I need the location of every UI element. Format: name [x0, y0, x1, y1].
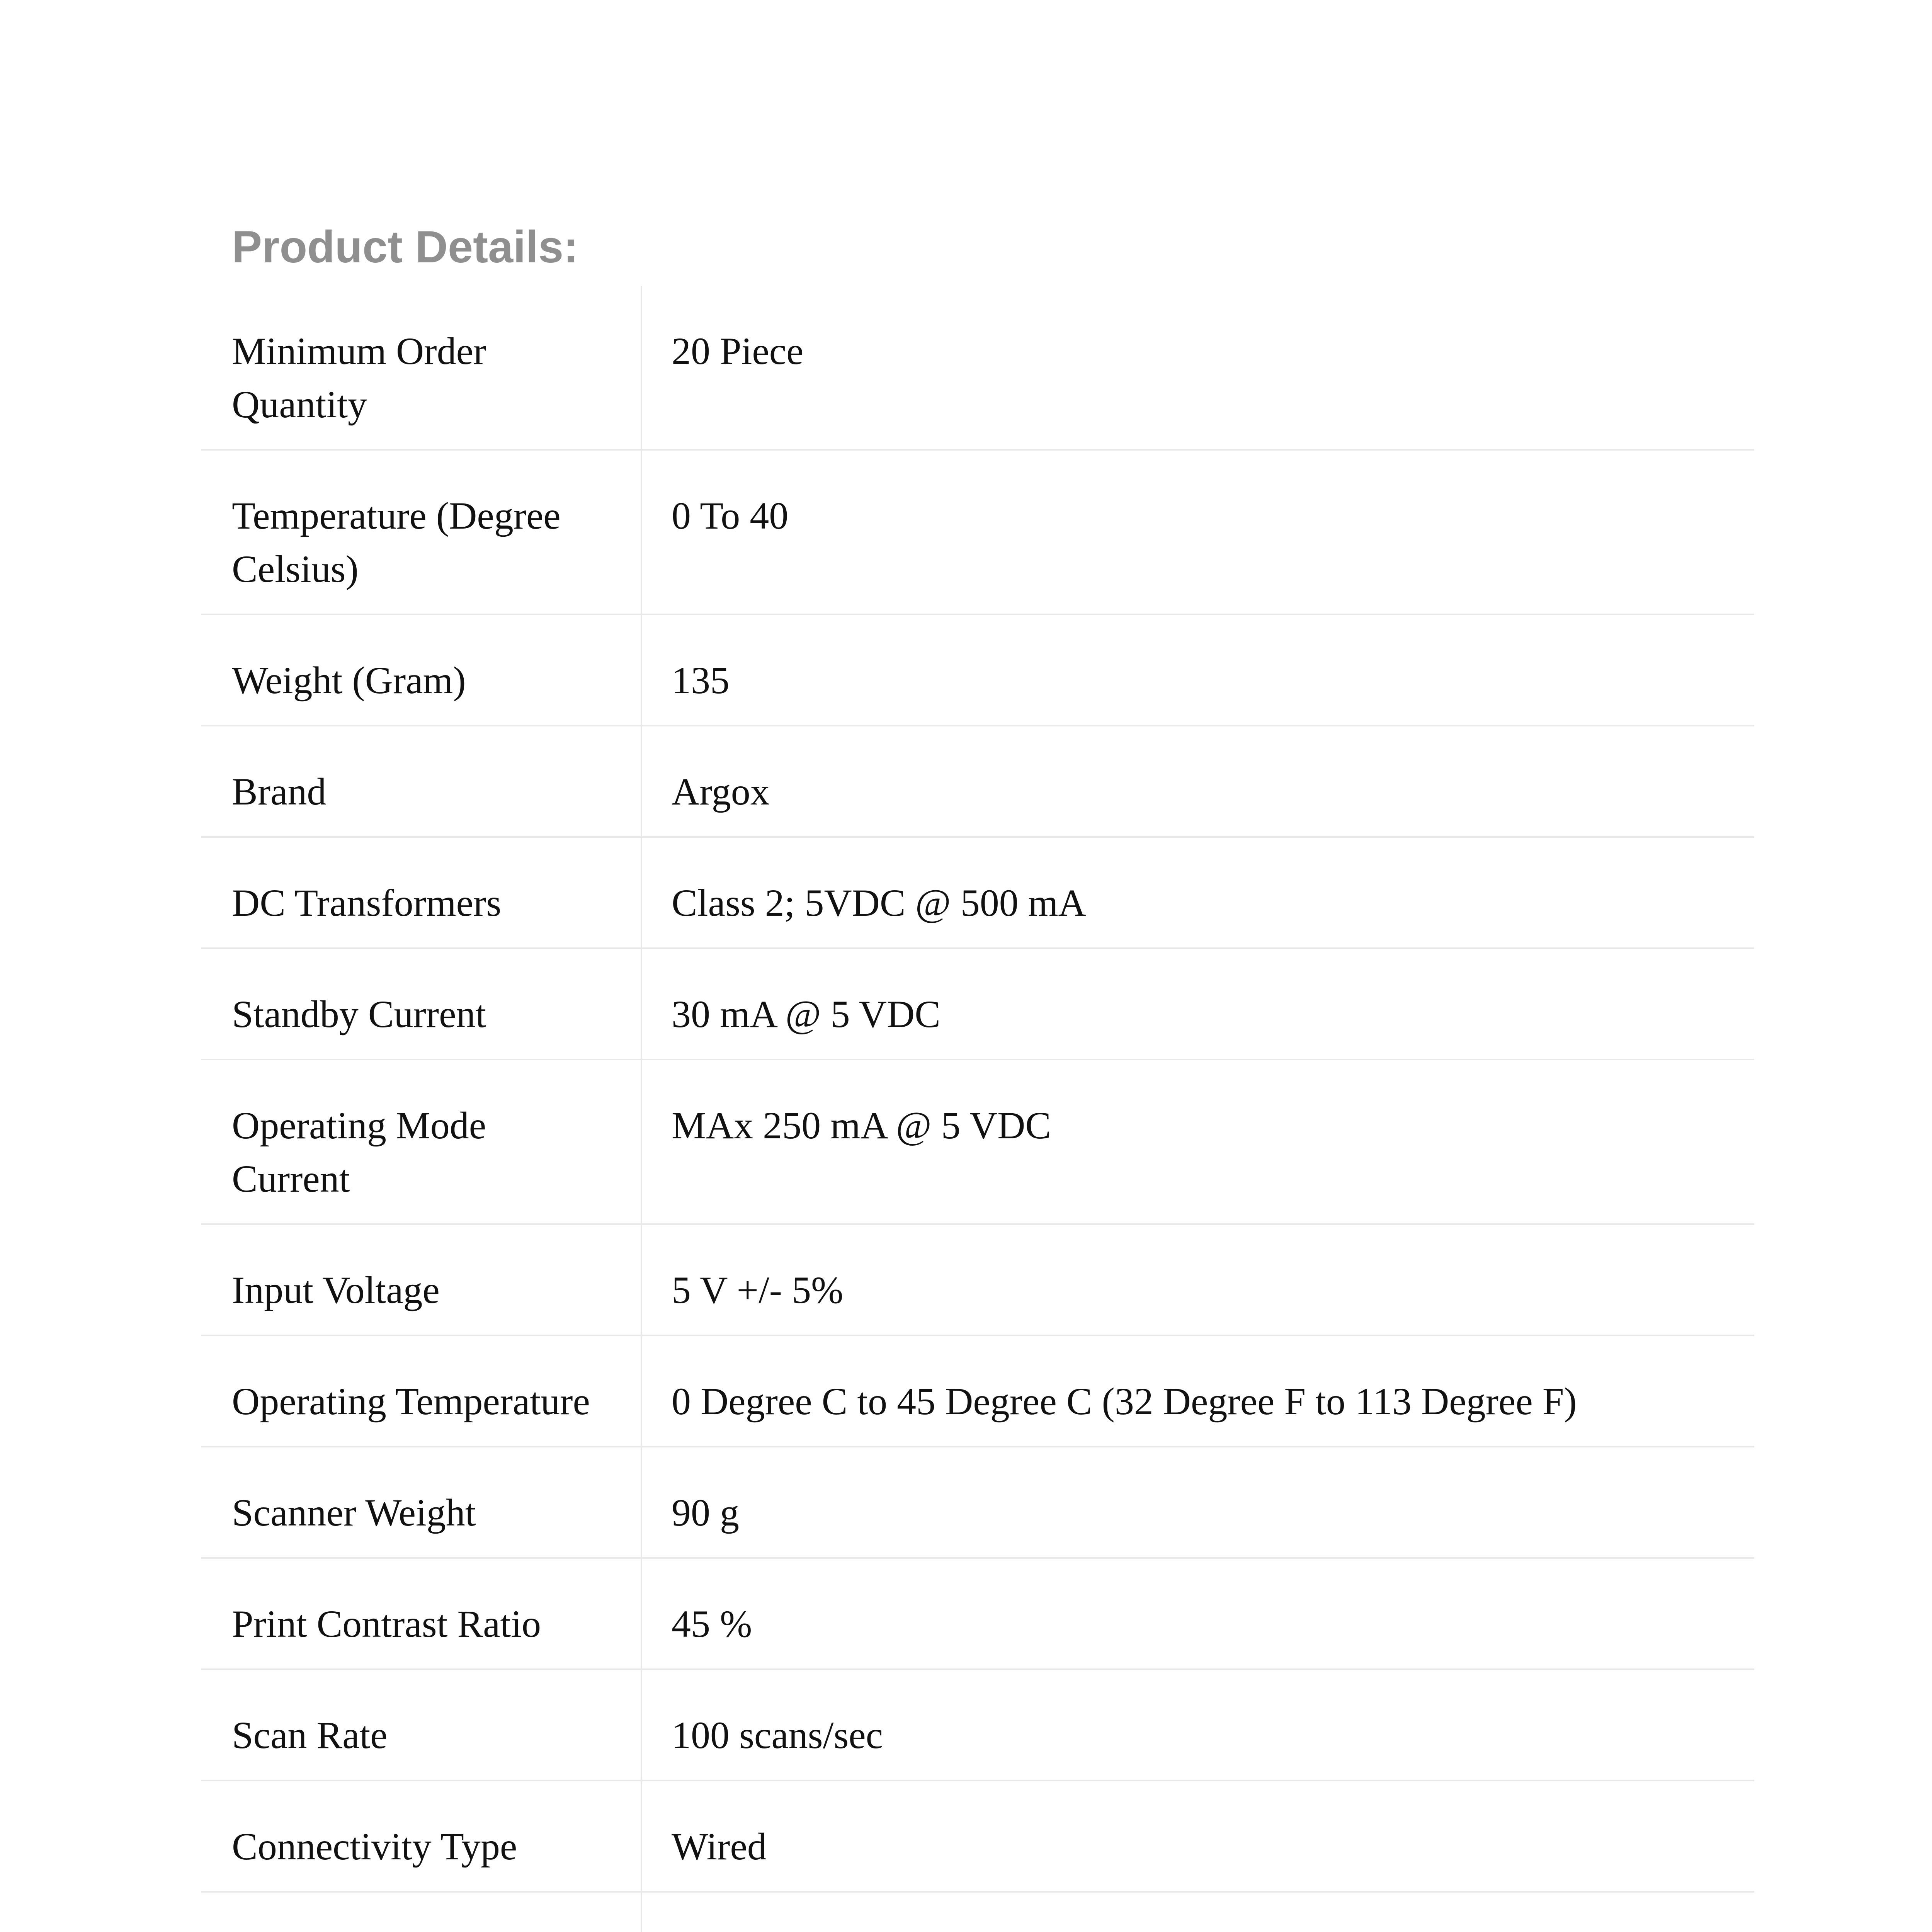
spec-value: Wired	[641, 1781, 1754, 1892]
spec-label-line: Input Voltage	[232, 1269, 440, 1311]
spec-label	[201, 1060, 641, 1224]
table-row	[201, 450, 1754, 614]
spec-value: MAx 250 mA @ 5 VDC	[641, 1060, 1754, 1224]
spec-label-line: Current	[232, 1157, 350, 1200]
spec-value: Class 2; 5VDC @ 500 mA	[641, 837, 1754, 948]
spec-label	[201, 1447, 641, 1558]
spec-value: 5 V +/- 5%	[641, 1224, 1754, 1335]
spec-value: 0 To 40	[641, 450, 1754, 614]
spec-label	[201, 837, 641, 948]
spec-label-line: Print Contrast Ratio	[232, 1602, 541, 1645]
spec-label-line: DC Transformers	[232, 881, 502, 924]
spec-value: 135	[641, 614, 1754, 726]
spec-value: 0 Degree C to 45 Degree C (32 Degree F to 113 Degree F)	[641, 1335, 1754, 1447]
table-row	[201, 1224, 1754, 1335]
product-details-body	[201, 286, 1754, 1932]
spec-label	[201, 1892, 641, 1932]
spec-label-line: Brand	[232, 770, 327, 813]
spec-label	[201, 1781, 641, 1892]
spec-label-line: Celsius)	[232, 548, 359, 590]
spec-label-line: Operating Mode	[232, 1104, 486, 1147]
table-row	[201, 1892, 1754, 1932]
table-row	[201, 614, 1754, 726]
spec-label-line: Scanner Weight	[232, 1491, 476, 1534]
spec-label	[201, 614, 641, 726]
table-row	[201, 1447, 1754, 1558]
table-row	[201, 286, 1754, 450]
spec-label-line: Temperature (Degree	[232, 494, 561, 537]
spec-value: 90 g	[641, 1447, 1754, 1558]
spec-value: Argox	[641, 726, 1754, 837]
spec-label	[201, 1669, 641, 1781]
spec-value: 20 Piece	[641, 286, 1754, 450]
spec-value: 100 scans/sec	[641, 1669, 1754, 1781]
spec-label-line: Operating Temperature	[232, 1380, 590, 1423]
spec-label	[201, 450, 641, 614]
spec-label	[201, 726, 641, 837]
table-row	[201, 726, 1754, 837]
spec-label	[201, 286, 641, 450]
spec-label-line: Weight (Gram)	[232, 659, 466, 702]
section-heading: Product Details:	[232, 221, 579, 272]
spec-label-line: Standby Current	[232, 993, 486, 1036]
spec-label-line: Connectivity Type	[232, 1825, 517, 1868]
table-row	[201, 1335, 1754, 1447]
table-row	[201, 1781, 1754, 1892]
table-row	[201, 1558, 1754, 1669]
spec-label-line: Quantity	[232, 383, 367, 426]
product-details-table	[201, 286, 1754, 1932]
spec-value: 30 mA @ 5 VDC	[641, 948, 1754, 1060]
table-row	[201, 1669, 1754, 1781]
spec-label	[201, 1558, 641, 1669]
spec-label-line: Scan Rate	[232, 1714, 388, 1757]
spec-label	[201, 948, 641, 1060]
spec-label	[201, 1335, 641, 1447]
spec-value	[641, 1892, 1754, 1932]
spec-value: 45 %	[641, 1558, 1754, 1669]
spec-label	[201, 1224, 641, 1335]
table-row	[201, 1060, 1754, 1224]
table-row	[201, 948, 1754, 1060]
spec-label-line: Minimum Order	[232, 330, 486, 372]
table-row	[201, 837, 1754, 948]
